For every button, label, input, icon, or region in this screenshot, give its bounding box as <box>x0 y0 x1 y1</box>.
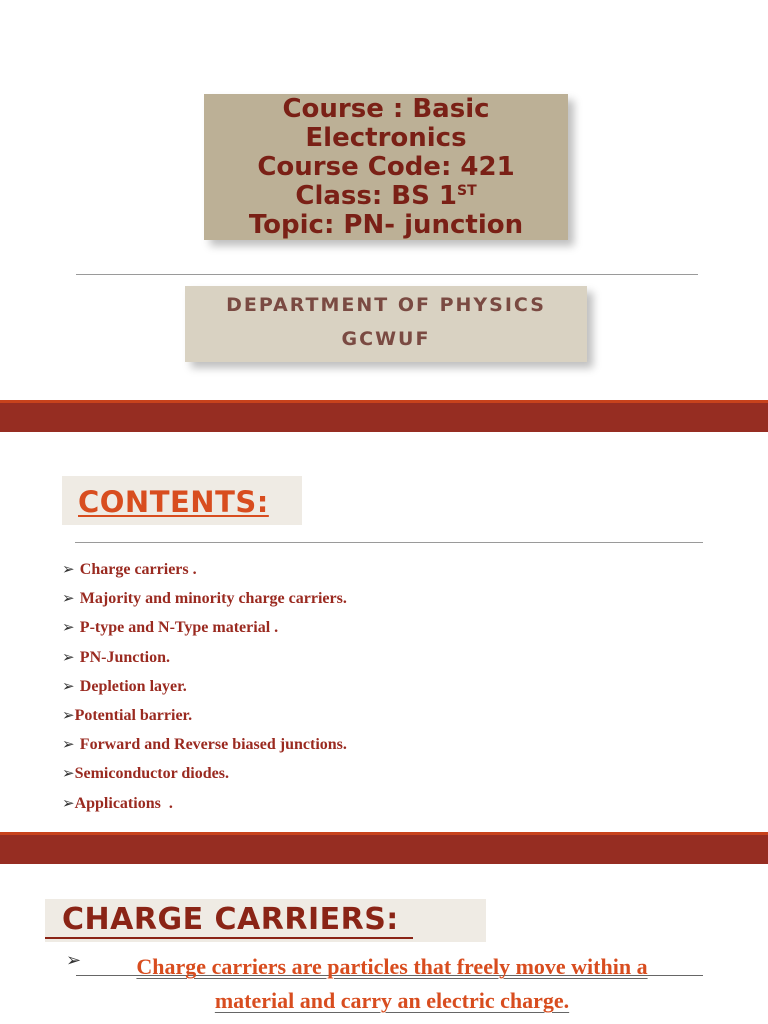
accent-band-bottom <box>0 832 768 864</box>
list-item <box>62 648 347 677</box>
divider-top <box>76 274 698 275</box>
contents-heading-box <box>62 476 302 525</box>
arrowhead-bullet-icon: ➢ <box>62 735 80 754</box>
university-name: GCWUF <box>341 328 431 350</box>
list-item-text: P-type and N-Type material . <box>79 619 279 637</box>
department-box <box>185 286 587 362</box>
list-item <box>62 735 347 764</box>
charge-carriers-heading-box <box>45 899 486 942</box>
list-item-text: Applications . <box>74 794 173 812</box>
list-item-text: Depletion layer. <box>79 677 187 695</box>
list-item <box>62 794 347 823</box>
class-line <box>204 182 568 211</box>
list-item <box>62 589 347 618</box>
list-item-text: Majority and minority charge carriers. <box>79 590 347 608</box>
class-superscript: ST <box>456 183 477 199</box>
list-item-text: Potential barrier. <box>74 706 193 724</box>
list-item <box>62 764 347 793</box>
course-code: Course Code: 421 <box>257 152 515 182</box>
definition-line2: material and carry an electric charge. <box>214 988 570 1013</box>
course-title-box <box>204 94 568 240</box>
contents-list <box>62 560 347 823</box>
list-item <box>62 706 347 735</box>
list-item <box>62 618 347 647</box>
department-name: DEPARTMENT OF PHYSICS <box>226 294 546 316</box>
course-name-line2: Electronics <box>305 123 467 153</box>
accent-band-top <box>0 400 768 432</box>
divider-contents <box>75 542 703 543</box>
list-item-text: Forward and Reverse biased junctions. <box>79 736 347 754</box>
arrowhead-bullet-icon: ➢ <box>62 647 80 666</box>
class-text: Class: BS 1 <box>295 181 457 211</box>
arrowhead-bullet-icon: ➢ <box>62 793 75 812</box>
charge-carriers-heading: CHARGE CARRIERS: <box>62 902 399 937</box>
course-name-line1: Course : Basic <box>282 94 490 124</box>
arrowhead-bullet-icon: ➢ <box>66 950 82 971</box>
charge-carriers-definition <box>80 950 704 1018</box>
contents-heading: CONTENTS: <box>78 485 269 519</box>
arrowhead-bullet-icon: ➢ <box>62 589 80 608</box>
arrowhead-bullet-icon: ➢ <box>62 705 75 724</box>
list-item-text: Charge carriers . <box>79 561 197 578</box>
list-item <box>62 677 347 706</box>
arrowhead-bullet-icon: ➢ <box>62 560 80 578</box>
arrowhead-bullet-icon: ➢ <box>62 618 80 637</box>
list-item-text: PN-Junction. <box>79 648 171 666</box>
list-item <box>62 560 347 589</box>
definition-line1: Charge carriers are particles that freely move within a <box>136 954 648 979</box>
list-item-text: Semiconductor diodes. <box>74 765 229 783</box>
arrowhead-bullet-icon: ➢ <box>62 764 75 783</box>
topic-line: Topic: PN- junction <box>248 210 524 240</box>
arrowhead-bullet-icon: ➢ <box>62 676 80 695</box>
